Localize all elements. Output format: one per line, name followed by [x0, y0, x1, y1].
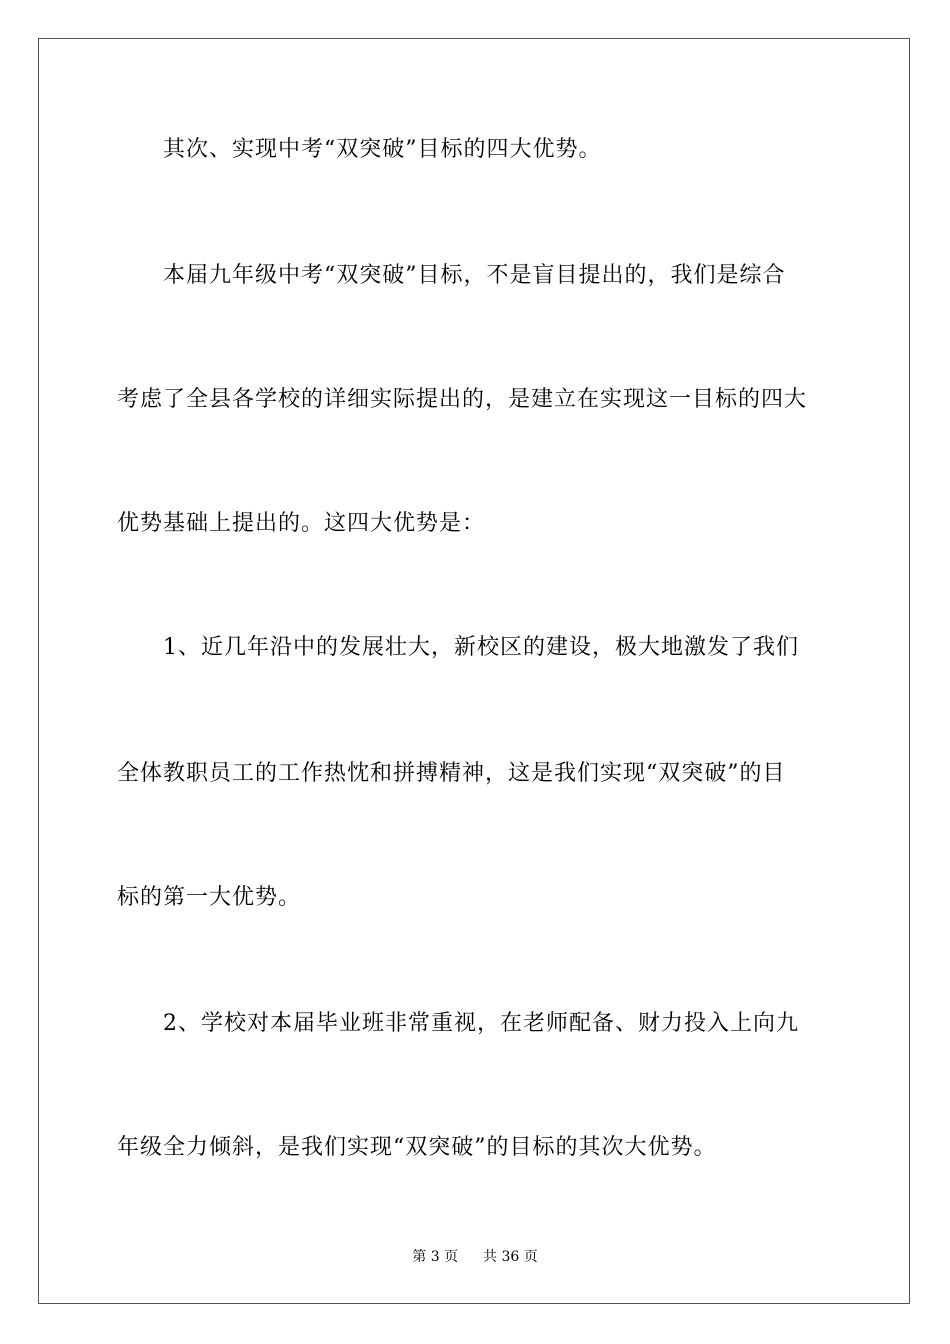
paragraph-4-line-2: 年级全力倾斜，是我们实现“双突破”的目标的其次大优势。	[117, 1135, 717, 1160]
paragraph-1-line-1: 其次、实现中考“双突破”目标的四大优势。	[163, 137, 602, 162]
paragraph-2-line-2: 考虑了全县各学校的详细实际提出的，是建立在实现这一目标的四大	[117, 387, 808, 412]
paragraph-3-line-3: 标的第一大优势。	[117, 885, 302, 910]
paragraph-2-line-1: 本届九年级中考“双突破”目标，不是盲目提出的，我们是综合	[163, 263, 786, 288]
paragraph-3-line-2: 全体教职员工的工作热忱和拼搏精神，这是我们实现“双突破”的目	[117, 761, 786, 786]
paragraph-2-line-3: 优势基础上提出的。这四大优势是：	[117, 511, 486, 536]
page-number: 第 3 页	[412, 1249, 459, 1265]
paragraph-4-line-1: 2、学校对本届毕业班非常重视，在老师配备、财力投入上向九	[163, 1011, 799, 1036]
page-total: 共 36 页	[483, 1249, 538, 1265]
page-border	[38, 38, 910, 1304]
paragraph-3-line-1: 1、近几年沿中的发展壮大，新校区的建设，极大地激发了我们	[163, 635, 799, 660]
page-footer	[0, 1248, 950, 1266]
